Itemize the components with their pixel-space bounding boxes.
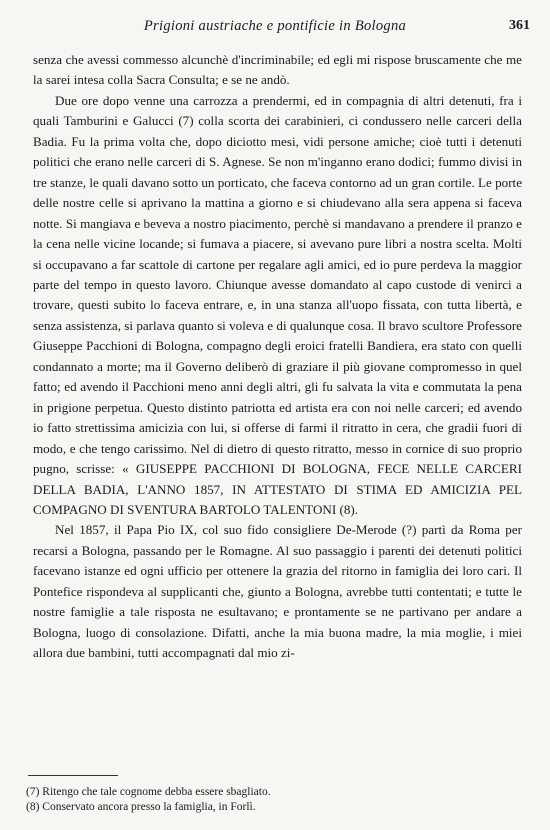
- paragraph-continuation: senza che avessi commesso alcunchè d'incriminabile; ed egli mi rispose bruscamente che me la sarei intesa colla Sacra Consulta; e se ne andò.: [33, 52, 522, 88]
- body-text: [33, 50, 522, 664]
- footnote-8: (8) Conservato ancora presso la famiglia, in Forlì.: [26, 801, 256, 813]
- footnotes: [26, 785, 526, 815]
- page-number: 361: [509, 18, 530, 33]
- footnote-7: (7) Ritengo che tale cognome debba essere sbagliato.: [26, 786, 271, 798]
- running-header: [0, 18, 550, 38]
- header-title: Prigioni austriache e pontificie in Bologna: [143, 18, 407, 34]
- paragraph-pio-ix-visit: Nel 1857, il Papa Pio IX, col suo fido consigliere De-Merode (?) partì da Roma per recarsi a Bologna, passando per le Romagne. Al suo passaggio i parenti dei detenuti politici facevano istanze ed ogni ufficio per ottenere la grazia del ritorno in famiglia dei loro cari. Il Pontefice rispondeva al supplicanti che, giunto a Bologna, avrebbe tutti contentati; e tutte le nostre famiglie a tale risposta ne esultavano; e prontamente se ne partivano per andare a Bologna, luogo di consolazione. Difatti, anche la mia buona madre, la mia moglie, i miei allora due bambini, tutti accompagnati dal mio zi-: [33, 522, 522, 661]
- footnote-divider: [28, 775, 118, 776]
- paragraph-badia-prison: Due ore dopo venne una carrozza a prendermi, ed in compagnia di altri detenuti, fra i quali Tamburini e Galucci (7) colla scorta dei carabinieri, ci condussero nelle carceri della Badia. Fu la prima volta che, dopo diciotto mesi, vidi persone amiche; cioè tutti i detenuti politici che erano nelle carceri di S. Agnese. Se non m'inganno erano dodici; fummo divisi in tre stanze, le quali davano sotto un porticato, che faceva contorno ad un gran cortile. Le porte delle nostre celle si aprivano la mattina a giorno e si chiudevano alla sera appena si faceva notte. Si mangiava e beveva a nostro piacimento, perchè si mandavano a prendere il pranzo e la cena nelle vicine locande; si fumava a piacere, si avevano pure libri a nostra scelta. Molti si occupavano a far scattole di cartone per regalare agli amici, ed io pure perdeva la maggior parte del tempo in questo lavoro. Chiunque avesse domandato al capo custode di venirci a trovare, questi subito lo faceva entrare, e, in una stanza all'uopo fissata, con tutta libertà, e senza assistenza, si parlava quanto si voleva e di qualunque cosa. Il bravo scultore Professore Giuseppe Pacchioni di Bologna, compagno degli eroici fratelli Bandiera, era stato con quelli condannato a morte; ma il Governo deliberò di graziare il più giovane compromesso in quel fatto; ed avendo il Pacchioni meno anni degli altri, gli fu salvata la vita e commutata la pena in prigione perpetua. Questo distinto patriotta ed artista era con noi nelle carceri; ed avendo io fatto strettissima amicizia con lui, si offerse di farmi il ritratto in cera, che gradii fuori di modo, e che tengo carissimo. Nel di dietro di questo ritratto, messo in cornice di suo proprio pugno, scrisse: « GIUSEPPE PACCHIONI DI BOLOGNA, FECE NELLE CARCERI DELLA BADIA, L'ANNO 1857, IN ATTESTATO DI STIMA ED AMICIZIA PEL COMPAGNO DI SVENTURA BARTOLO TALENTONI (8).: [33, 92, 523, 517]
